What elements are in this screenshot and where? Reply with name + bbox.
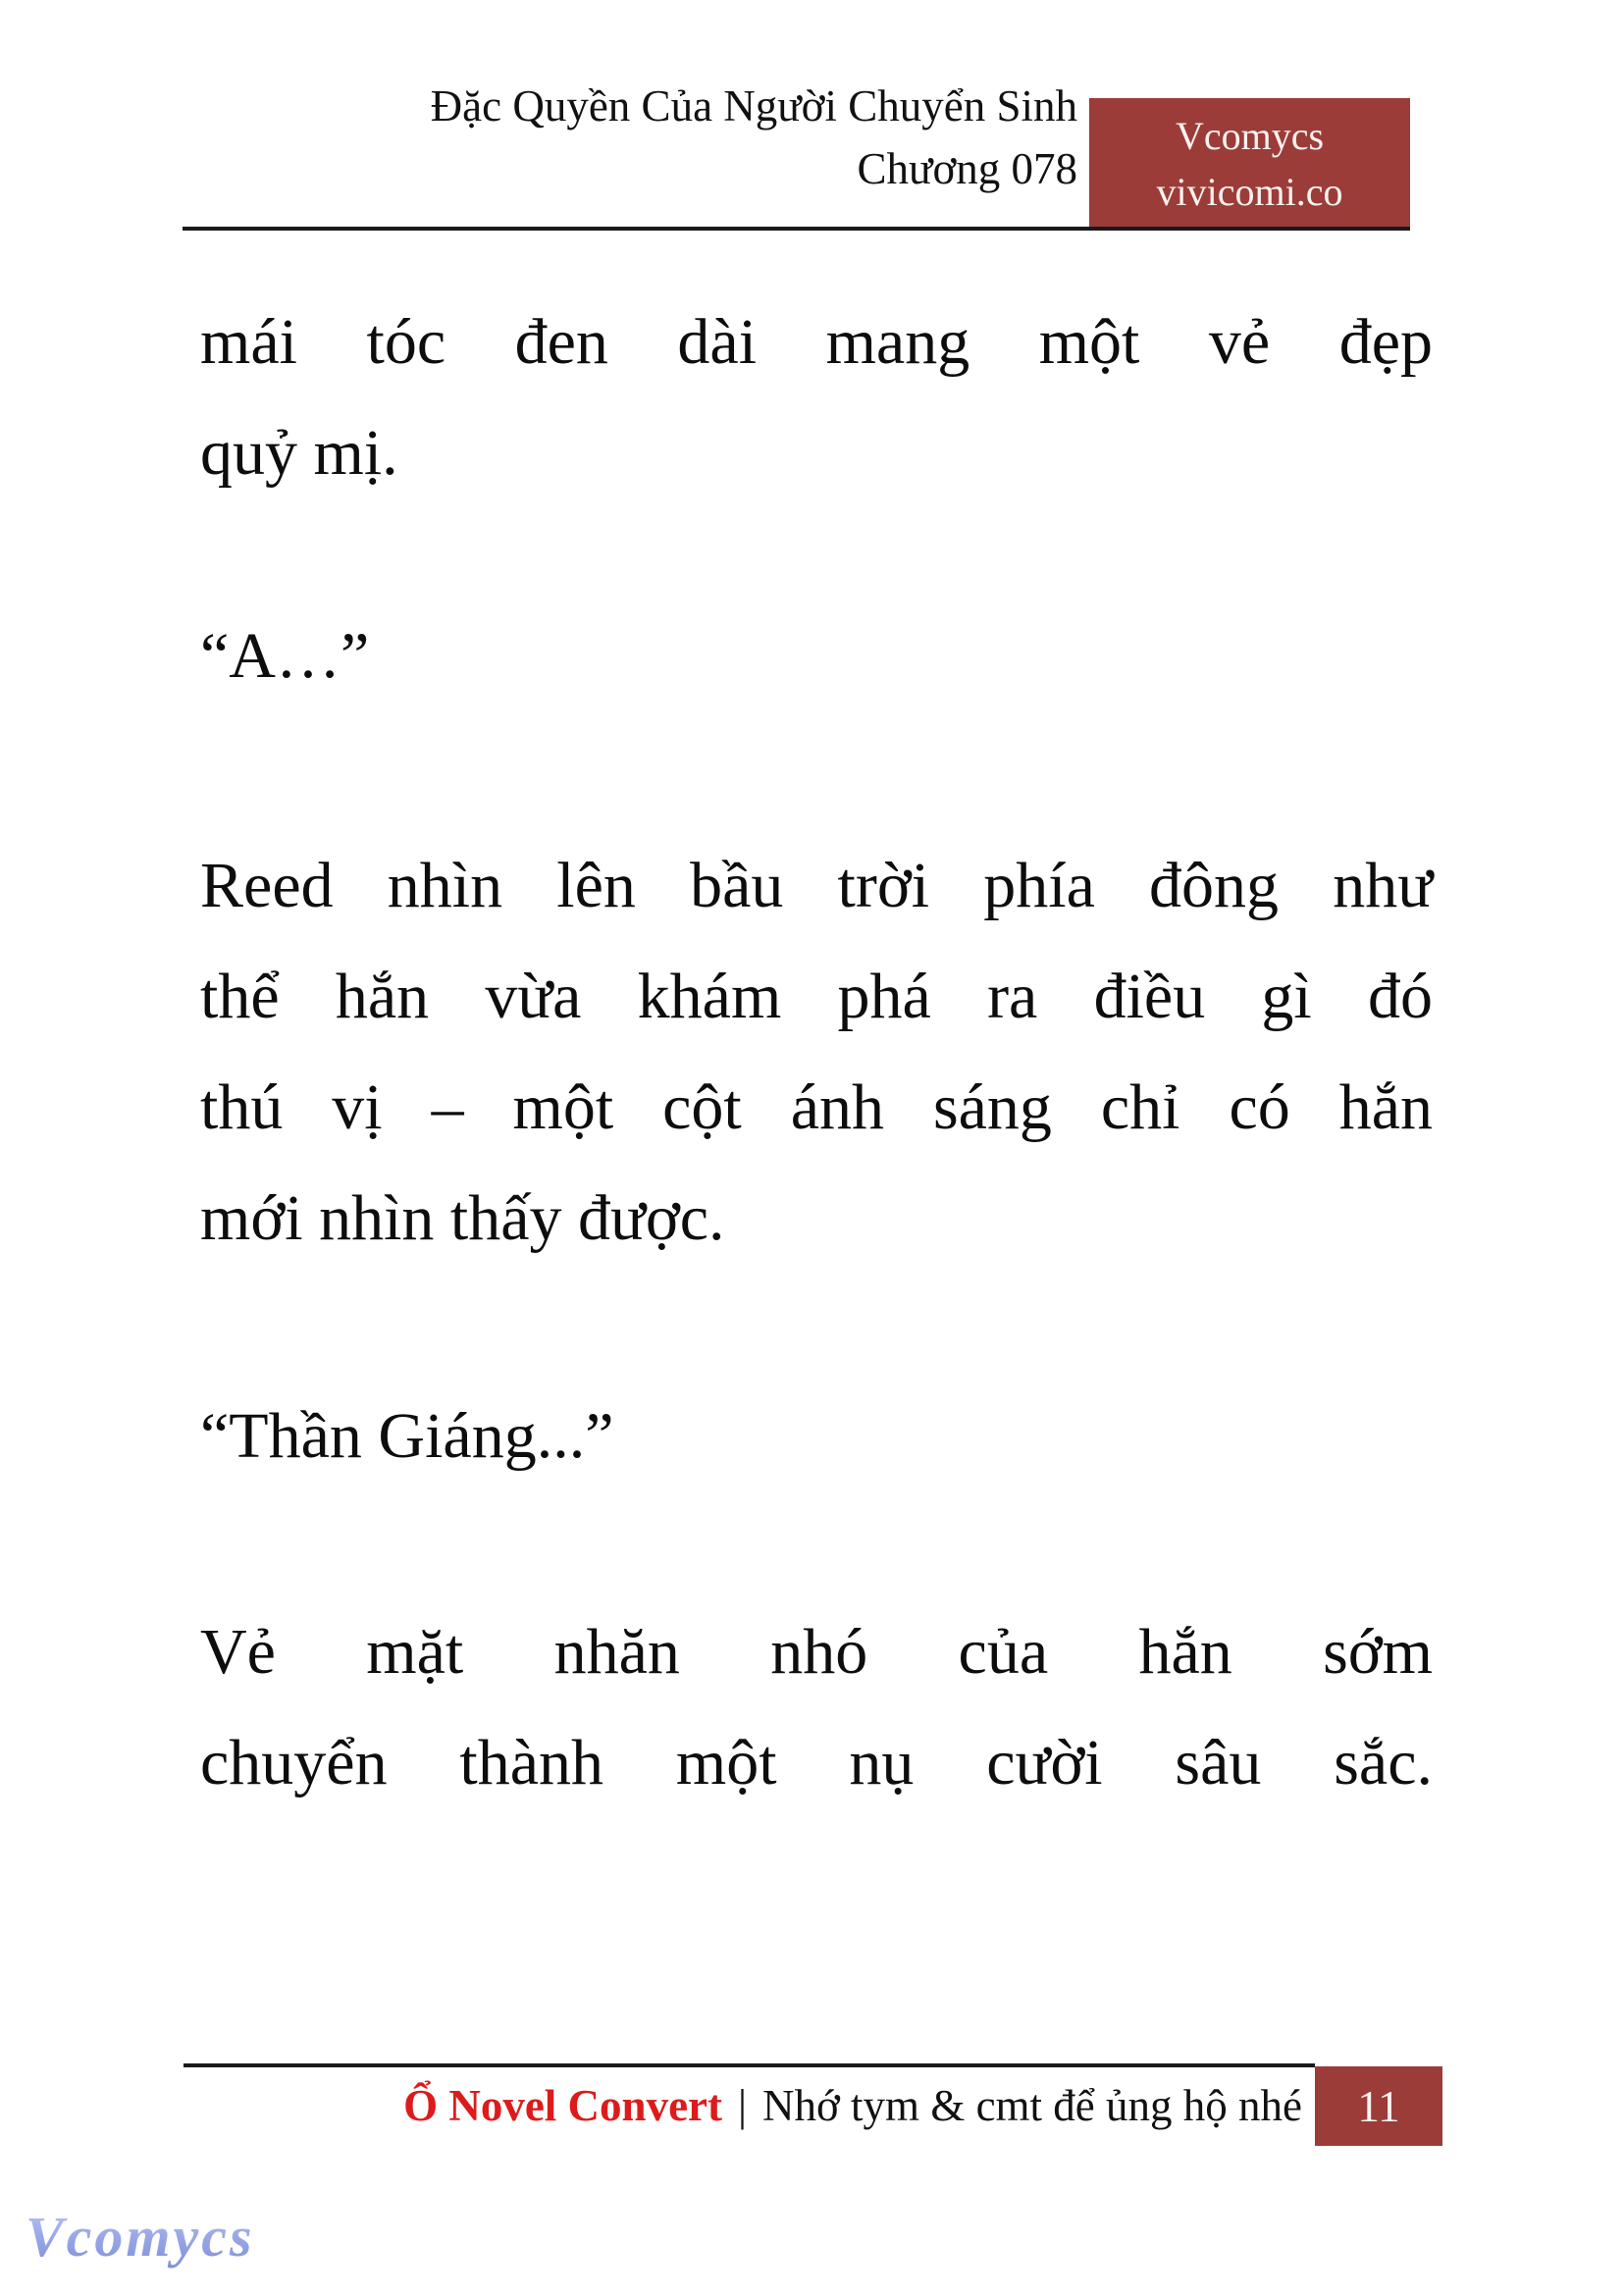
paragraph bbox=[200, 1381, 1433, 1491]
text-line: “Thần Giáng...” bbox=[200, 1400, 614, 1472]
brand-name: Vcomycs bbox=[1175, 114, 1325, 158]
text-line: chuyển thành một nụ cười sâu sắc. bbox=[200, 1727, 1433, 1799]
paragraph bbox=[200, 830, 1433, 1274]
header-chapter-line: Chương 078 bbox=[857, 144, 1077, 193]
text-line: thú vị – một cột ánh sáng chỉ có hắn bbox=[200, 1071, 1433, 1143]
footer-rule bbox=[183, 2063, 1315, 2067]
brand-box bbox=[1089, 98, 1410, 230]
page-header-title bbox=[431, 75, 1077, 200]
paragraph bbox=[200, 600, 1433, 711]
footer-separator: | bbox=[738, 2081, 748, 2130]
header-title-line1: Đặc Quyền Của Người Chuyển Sinh bbox=[430, 81, 1077, 130]
footer-brand: Ổ Novel Convert bbox=[403, 2081, 722, 2130]
page-number-badge bbox=[1315, 2066, 1442, 2146]
text-line: Reed nhìn lên bầu trời phía đông như bbox=[200, 850, 1433, 921]
text-line: thể hắn vừa khám phá ra điều gì đó bbox=[200, 961, 1433, 1032]
paragraph bbox=[200, 287, 1433, 508]
text-line: “A…” bbox=[200, 620, 370, 692]
brand-site: vivicomi.co bbox=[1156, 170, 1343, 214]
paragraph bbox=[200, 1596, 1433, 1818]
page-number: 11 bbox=[1357, 2081, 1400, 2131]
text-line: mái tóc đen dài mang một vẻ đẹp bbox=[200, 306, 1433, 378]
footer-note: Nhớ tym & cmt để ủng hộ nhé bbox=[762, 2081, 1302, 2130]
watermark-logo: Vcomycs bbox=[26, 2205, 255, 2269]
footer-credit bbox=[403, 2076, 1302, 2135]
text-line: mới nhìn thấy được. bbox=[200, 1182, 725, 1254]
header-rule bbox=[183, 227, 1410, 231]
text-line: quỷ mị. bbox=[200, 417, 398, 489]
text-line: Vẻ mặt nhăn nhó của hắn sớm bbox=[200, 1616, 1433, 1688]
